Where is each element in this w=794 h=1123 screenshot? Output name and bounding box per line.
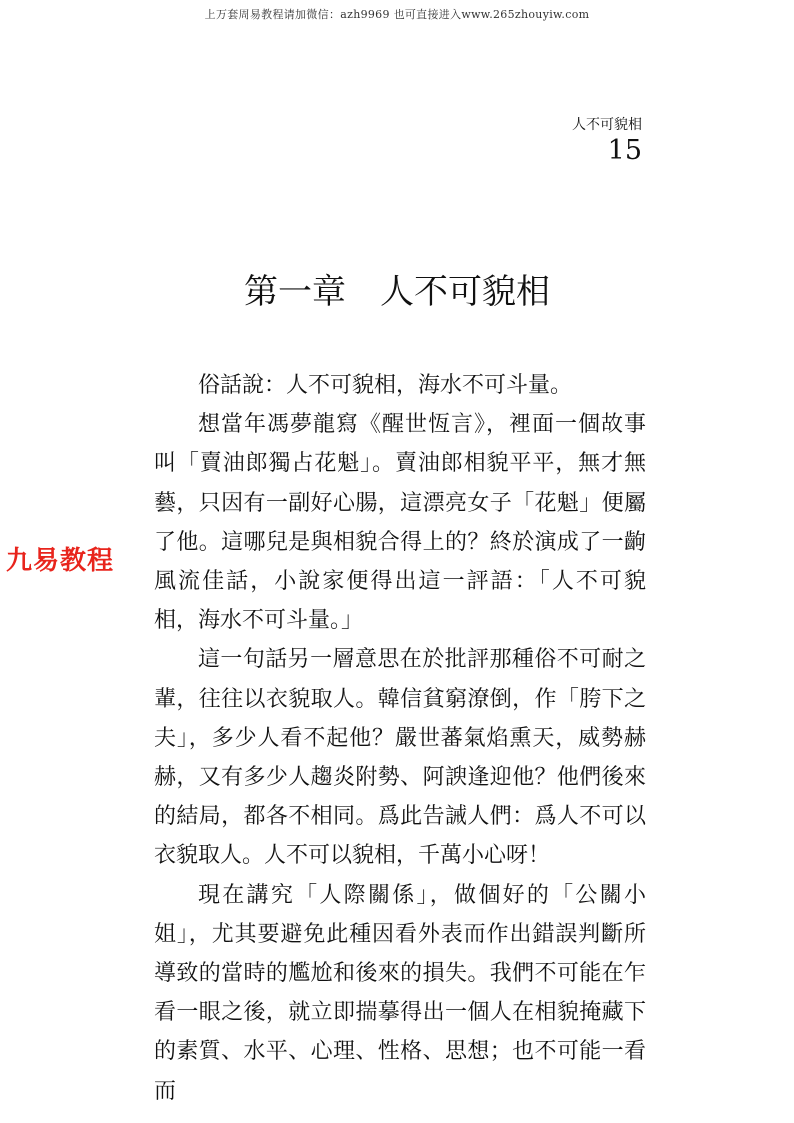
watermark-logo: 九易教程 bbox=[6, 546, 115, 576]
body-text bbox=[154, 366, 646, 1111]
paragraph-4: 現在講究「人際關係」，做個好的「公關小姐」，尤其要避免此種因看外表而作出錯誤判斷所導致的當時的尷尬和後來的損失。我們不可能在乍看一眼之後，就立即揣摹得出一個人在相貌掩藏下的素質、水平、心理、性格、思想；也不可能一看而 bbox=[154, 882, 646, 1104]
page-number: 15 bbox=[607, 135, 642, 166]
paragraph-1: 俗話說：人不可貌相，海水不可斗量。 bbox=[198, 373, 573, 398]
paragraph-2: 想當年馮夢龍寫《醒世恆言》，裡面一個故事叫「賣油郎獨占花魁」。賣油郎相貌平平，無才無藝，只因有一副好心腸，這漂亮女子「花魁」便屬了他。這哪兒是與相貌合得上的？終於演成了一齣風流佳話，小說家便得出這一評語：「人不可貌相，海水不可斗量。」 bbox=[154, 412, 646, 634]
running-head-title: 人不可貌相 bbox=[572, 117, 642, 133]
paragraph-3: 這一句話另一層意思在於批評那種俗不可耐之輩，往往以衣貌取人。韓信貧窮潦倒，作「胯下之夫」，多少人看不起他？嚴世蕃氣焰熏天，威勢赫赫，又有多少人趨炎附勢、阿諛逢迎他？他們後來的結局，都各不相同。爲此告誡人們：爲人不可以衣貌取人。人不可以貌相，千萬小心呀！ bbox=[154, 647, 646, 869]
chapter-title: 第一章 人不可貌相 bbox=[244, 272, 550, 312]
top-banner-text: 上万套周易教程请加微信：azh9969 也可直接进入www.265zhouyiw.com bbox=[204, 8, 590, 21]
